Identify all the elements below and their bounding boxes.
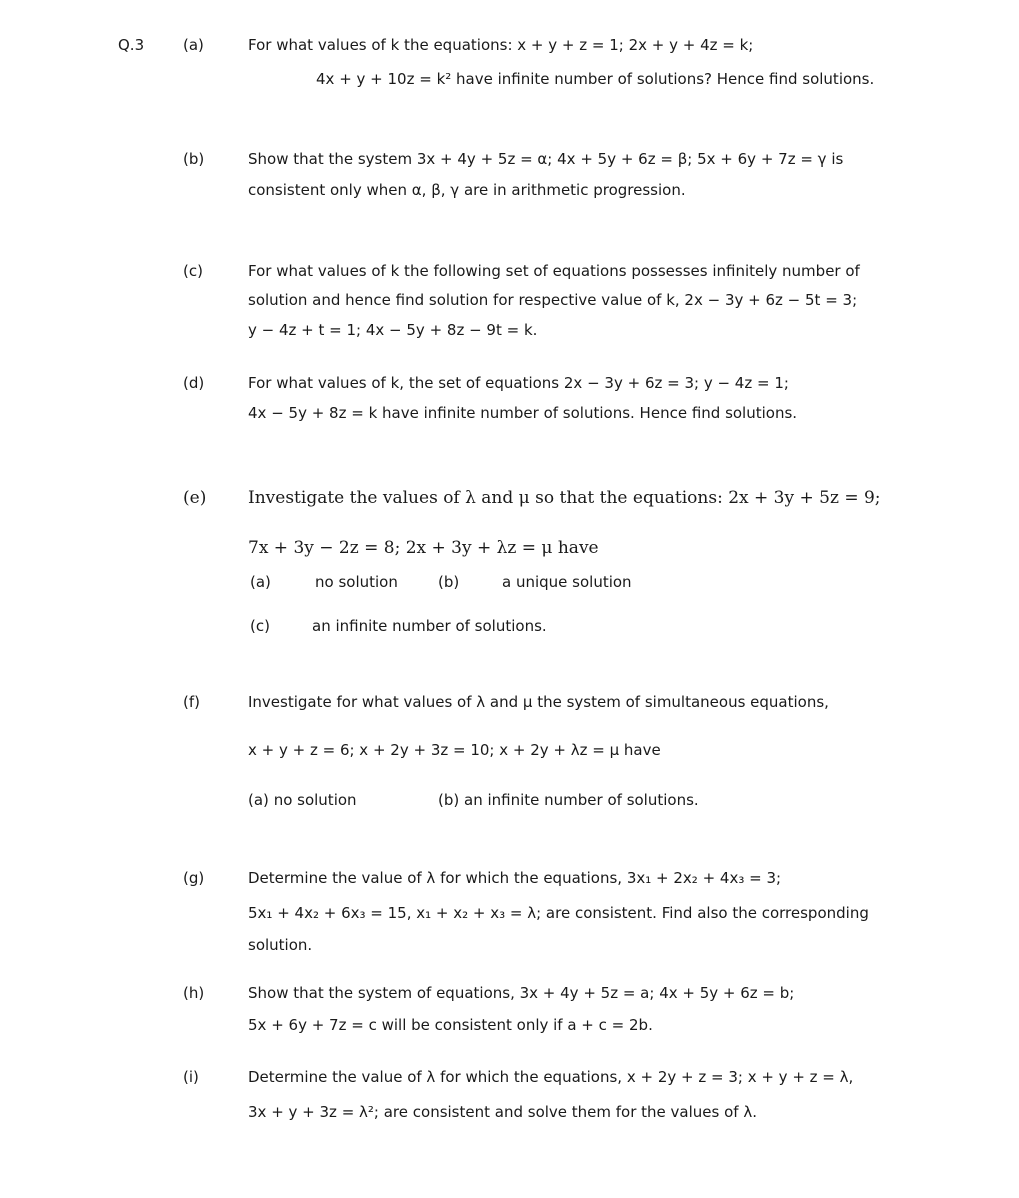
- part-e-option-b-label: (b): [438, 573, 460, 591]
- part-f-option-b-label: (b): [438, 791, 460, 809]
- part-f-option-a: [248, 791, 357, 809]
- part-e-option-a-label: (a): [250, 573, 271, 591]
- part-a-line-2: 4x + y + 10z = k² have infinite number of solutions? Hence find solutions.: [316, 70, 875, 88]
- question-number: Q.3: [118, 36, 145, 54]
- part-b-line-1: Show that the system 3x + 4y + 5z = α; 4x + 5y + 6z = β; 5x + 6y + 7z = γ is: [248, 150, 844, 168]
- part-b-line-2: consistent only when α, β, γ are in arithmetic progression.: [248, 181, 686, 199]
- part-i-line-2: 3x + y + 3z = λ²; are consistent and solve them for the values of λ.: [248, 1103, 757, 1121]
- part-h-line-1: Show that the system of equations, 3x + 4y + 5z = a; 4x + 5y + 6z = b;: [248, 984, 795, 1002]
- part-f-label: (f): [183, 693, 200, 711]
- part-h-label: (h): [183, 984, 205, 1002]
- part-g-line-1: Determine the value of λ for which the equations, 3x₁ + 2x₂ + 4x₃ = 3;: [248, 869, 782, 887]
- part-d-label: (d): [183, 374, 205, 392]
- part-e-label: (e): [183, 488, 207, 508]
- part-f-line-1: Investigate for what values of λ and μ the system of simultaneous equations,: [248, 693, 829, 711]
- part-f-option-b-text: an infinite number of solutions.: [464, 791, 699, 809]
- part-i-line-1: Determine the value of λ for which the equations, x + 2y + z = 3; x + y + z = λ,: [248, 1068, 854, 1086]
- part-a-line-1: For what values of k the equations: x + y + z = 1; 2x + y + 4z = k;: [248, 36, 754, 54]
- part-a-label: (a): [183, 36, 204, 54]
- part-g-line-2: 5x₁ + 4x₂ + 6x₃ = 15, x₁ + x₂ + x₃ = λ; are consistent. Find also the corresponding: [248, 904, 869, 922]
- part-d-line-2: 4x − 5y + 8z = k have infinite number of solutions. Hence find solutions.: [248, 404, 798, 422]
- part-e-line-2: 7x + 3y − 2z = 8; 2x + 3y + λz = μ have: [248, 538, 599, 558]
- part-h-line-2: 5x + 6y + 7z = c will be consistent only if a + c = 2b.: [248, 1016, 653, 1034]
- part-c-line-1: For what values of k the following set of equations possesses infinitely number of: [248, 262, 860, 280]
- part-e-option-b-text: a unique solution: [502, 573, 632, 591]
- part-f-option-a-text: no solution: [273, 791, 357, 809]
- part-c-label: (c): [183, 262, 203, 280]
- part-g-line-3: solution.: [248, 936, 313, 954]
- part-c-line-3: y − 4z + t = 1; 4x − 5y + 8z − 9t = k.: [248, 321, 538, 339]
- part-d-line-1: For what values of k, the set of equations 2x − 3y + 6z = 3; y − 4z = 1;: [248, 374, 789, 392]
- part-c-line-2: solution and hence find solution for respective value of k, 2x − 3y + 6z − 5t = 3;: [248, 291, 858, 309]
- part-e-option-c-label: (c): [250, 617, 270, 635]
- part-e-option-c-text: an infinite number of solutions.: [312, 617, 547, 635]
- part-f-option-a-label: (a): [248, 791, 269, 809]
- part-f-option-b: [438, 791, 699, 809]
- part-g-label: (g): [183, 869, 205, 887]
- part-b-label: (b): [183, 150, 205, 168]
- part-e-line-1: Investigate the values of λ and μ so that the equations: 2x + 3y + 5z = 9;: [248, 488, 881, 508]
- part-i-label: (i): [183, 1068, 199, 1086]
- part-f-line-2: x + y + z = 6; x + 2y + 3z = 10; x + 2y + λz = μ have: [248, 741, 661, 759]
- part-e-option-a-text: no solution: [315, 573, 398, 591]
